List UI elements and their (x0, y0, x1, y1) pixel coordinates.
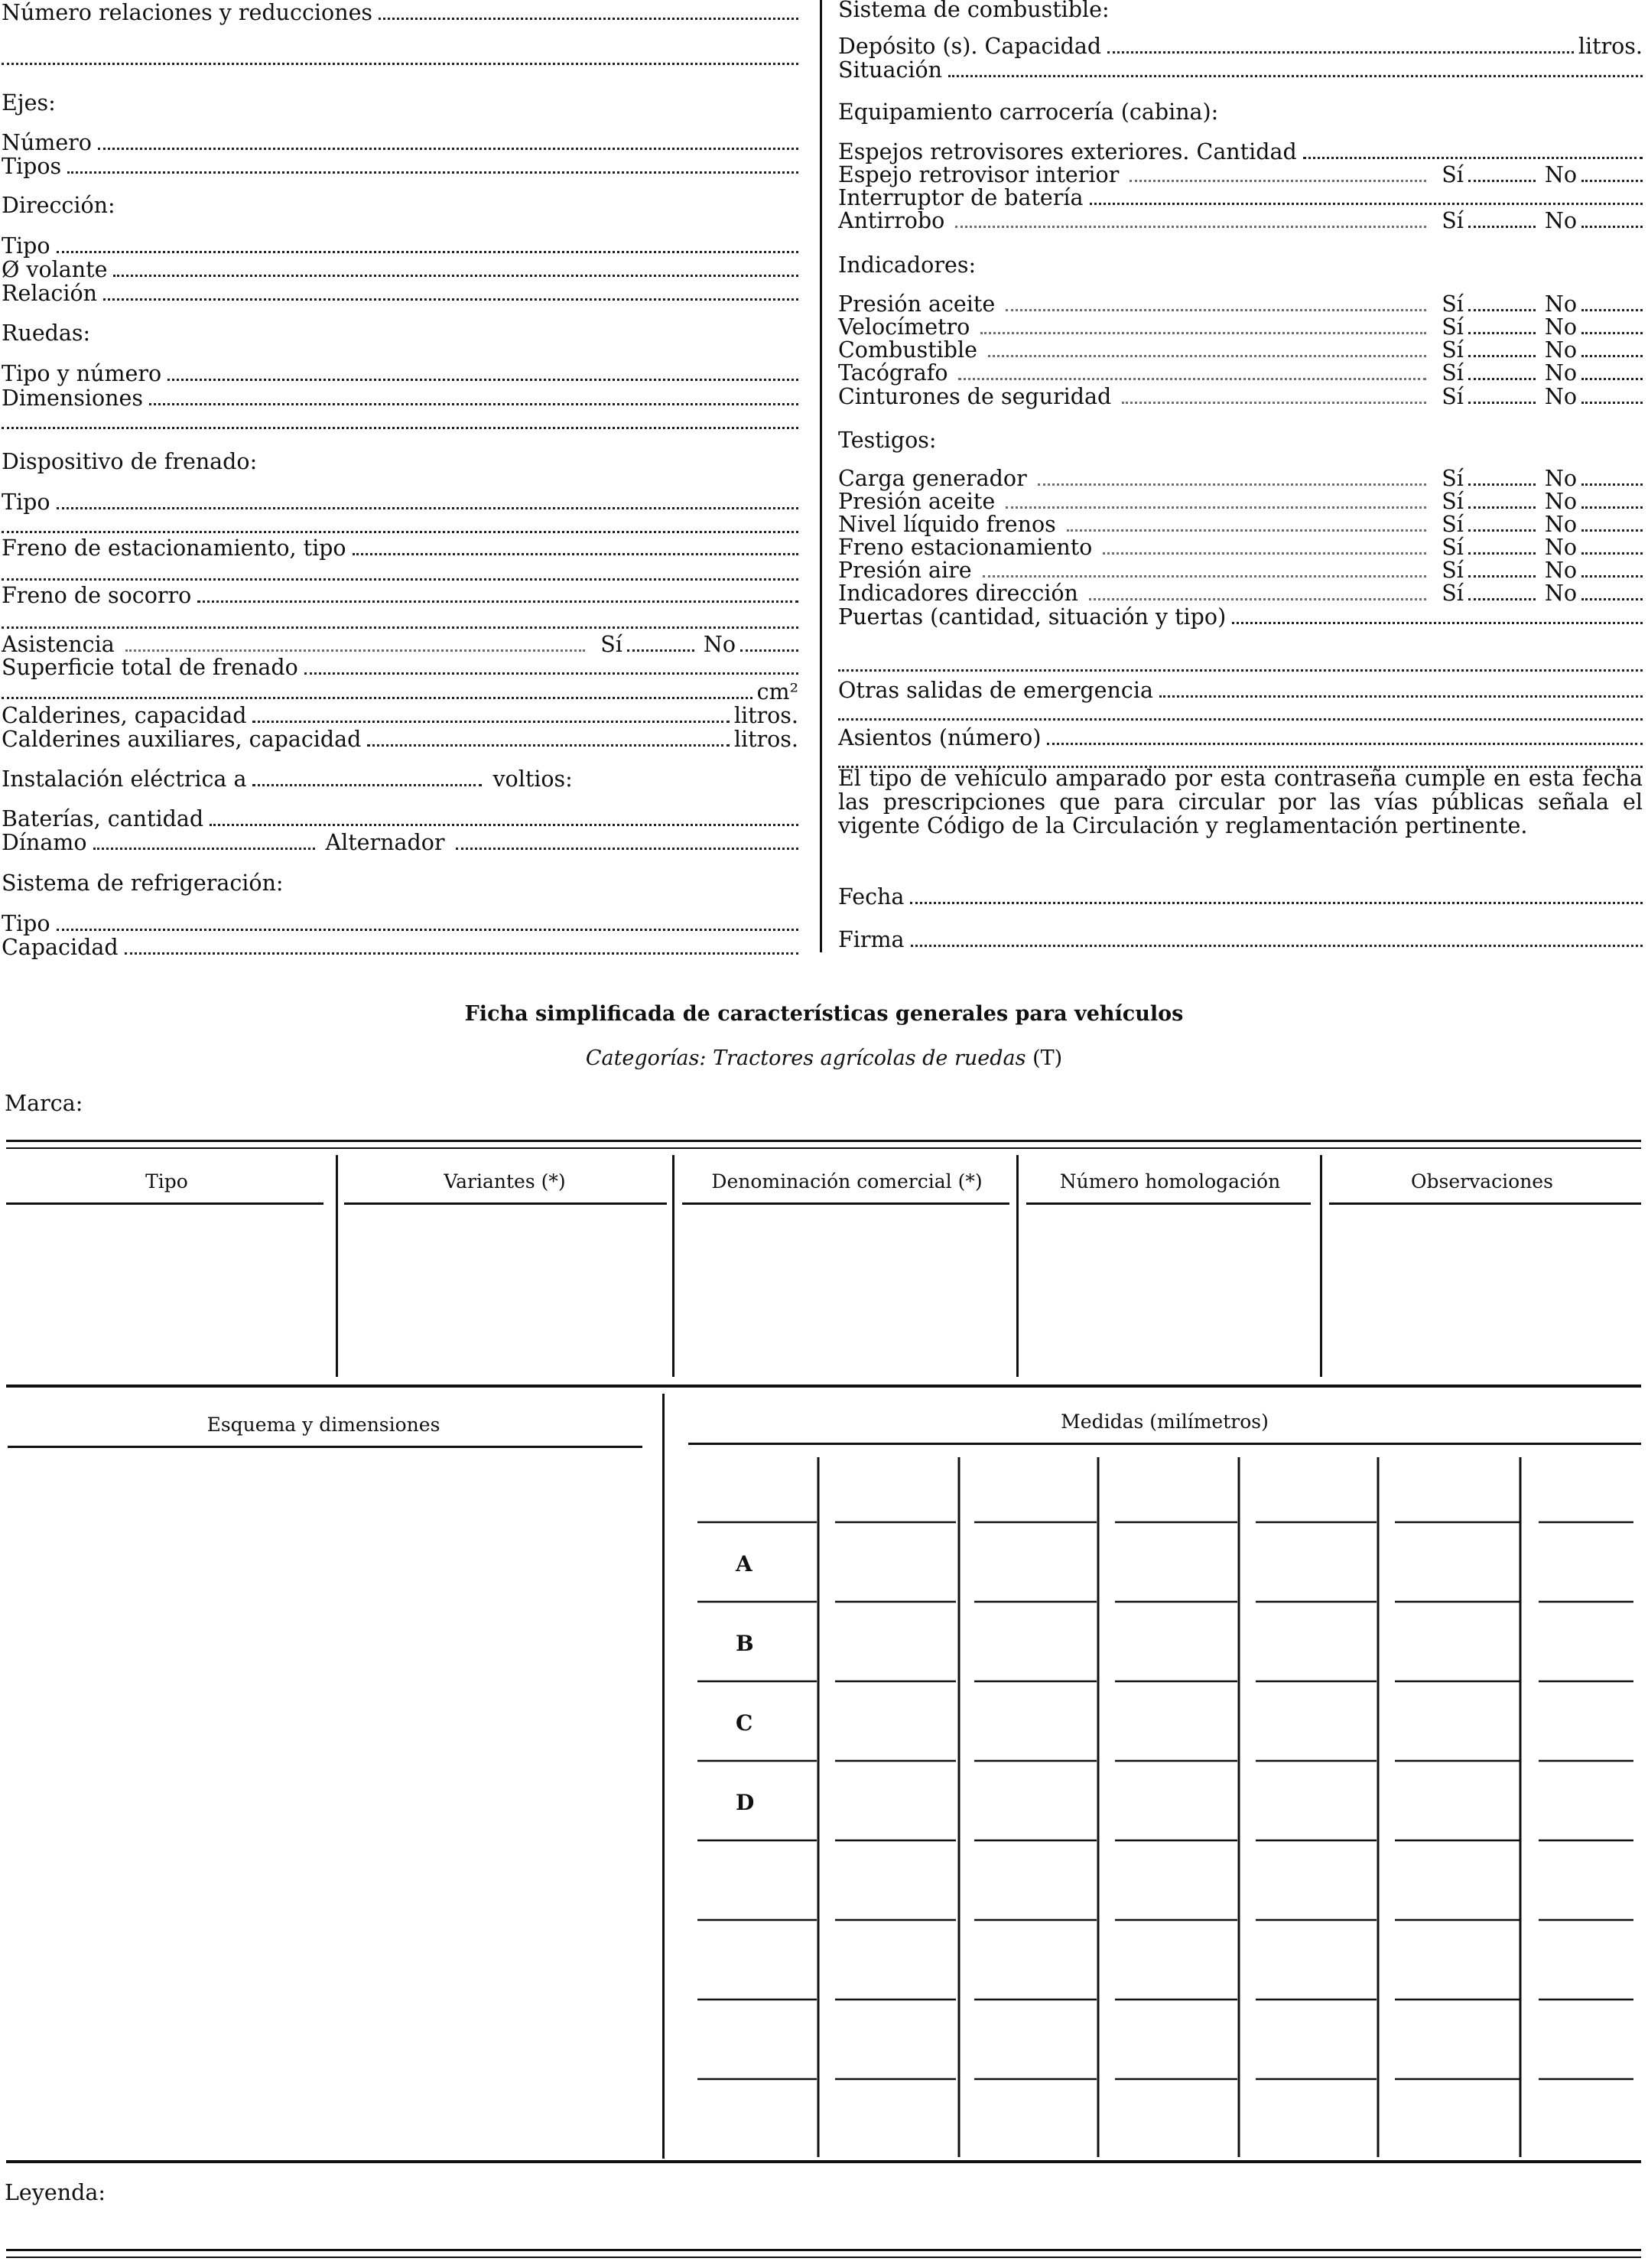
yes-label: Sí (1442, 489, 1464, 514)
measures-header: Medidas (milímetros) (1061, 1411, 1269, 1433)
field-label: Combustible (838, 337, 978, 363)
subtitle-code: (T) (1032, 1046, 1063, 1070)
yes-label: Sí (1442, 360, 1464, 386)
field-label: Ø volante (2, 257, 108, 282)
field-label: Velocímetro (838, 314, 970, 340)
conformity-statement: El tipo de vehículo amparado por esta contraseña cumple en esta fecha las prescripciones que para circular por las vías públicas señala el vigente Código de la Circulación y reglamentación pertinente. (838, 766, 1643, 838)
field-label: Firma (838, 927, 905, 952)
page-bottom-rule (6, 2249, 1641, 2251)
yes-label: Sí (1442, 162, 1464, 187)
yes-label: Sí (600, 632, 622, 657)
fuel-heading: Sistema de combustible: (838, 0, 1110, 22)
indicators-heading: Indicadores: (838, 252, 977, 278)
yes-label: Sí (1442, 535, 1464, 560)
measure-row-label-b: B (736, 1631, 754, 1656)
no-label: No (1544, 162, 1577, 187)
no-label: No (1544, 558, 1577, 583)
field-label: Baterías, cantidad (2, 806, 204, 831)
field-label: Dimensiones (2, 386, 143, 411)
field-label: Dínamo (2, 830, 87, 855)
field-label: Asientos (número) (838, 725, 1042, 750)
page-bottom-rule-2 (6, 2257, 1641, 2258)
field-label: Espejo retrovisor interior (838, 162, 1120, 187)
no-label: No (1544, 581, 1577, 606)
field-label: Fecha (838, 884, 905, 909)
unit-label: cm² (756, 679, 798, 704)
field-label: Situación (838, 57, 943, 83)
field-label: Calderines, capacidad (2, 703, 247, 728)
col-header-homologacion: Número homologación (1059, 1170, 1281, 1193)
scheme-header: Esquema y dimensiones (206, 1414, 440, 1436)
field-label: Tipo y número (2, 361, 162, 386)
field-label: Cinturones de seguridad (838, 384, 1112, 409)
yes-label: Sí (1442, 384, 1464, 409)
section-heading: Ejes: (2, 90, 56, 116)
field-label: Carga generador (838, 466, 1027, 491)
field-label: Tipo (2, 490, 50, 515)
yes-label: Sí (1442, 208, 1464, 233)
yes-label: Sí (1442, 337, 1464, 363)
field-label: Otras salidas de emergencia (838, 678, 1153, 703)
measure-row-label-c: C (736, 1710, 753, 1736)
no-label: No (1544, 535, 1577, 560)
field-label: Antirrobo (838, 208, 945, 233)
unit-label: litros. (733, 727, 798, 752)
field-label: Presión aceite (838, 291, 996, 317)
field-label: Indicadores dirección (838, 581, 1078, 606)
field-label: Superficie total de frenado (2, 655, 298, 680)
no-label: No (1544, 384, 1577, 409)
field-label: Tipo (2, 911, 50, 936)
field-label: Freno de estacionamiento, tipo (2, 535, 346, 561)
field-label: Instalación eléctrica a (2, 766, 247, 792)
no-label: No (1544, 337, 1577, 363)
field-label: Capacidad (2, 935, 119, 960)
sheet-title: Ficha simplificada de características generales para vehículos (464, 1002, 1184, 1026)
col-header-observaciones: Observaciones (1411, 1170, 1553, 1193)
field-label: Tipos (2, 154, 62, 179)
col-header-variantes: Variantes (*) (444, 1170, 566, 1193)
section-heading: Dirección: (2, 193, 115, 218)
yes-label: Sí (1442, 512, 1464, 537)
unit-label: litros. (1578, 34, 1643, 59)
measures-bottom-rule (6, 2160, 1641, 2163)
no-label: No (1544, 208, 1577, 233)
unit-label: litros. (733, 703, 798, 728)
no-label: No (1544, 466, 1577, 491)
no-label: No (1544, 489, 1577, 514)
field-label: Puertas (cantidad, situación y tipo) (838, 604, 1227, 630)
field-label: Nivel líquido frenos (838, 512, 1056, 537)
field-label: Presión aire (838, 558, 972, 583)
field-label: Freno de socorro (2, 583, 192, 608)
field-label: Interruptor de batería (838, 185, 1084, 210)
yes-label: Sí (1442, 291, 1464, 317)
field-label: Presión aceite (838, 489, 996, 514)
field-label: Freno estacionamiento (838, 535, 1093, 560)
field-label: Número (2, 130, 92, 155)
field-label: Tacógrafo (838, 360, 948, 386)
yes-label: Sí (1442, 558, 1464, 583)
section-heading: Dispositivo de frenado: (2, 449, 258, 474)
measure-row-label-a: A (736, 1551, 752, 1577)
brand-label: Marca: (5, 1091, 83, 1116)
field-label: Alternador (325, 830, 445, 855)
field-label: Relación (2, 281, 98, 306)
field-label: Calderines auxiliares, capacidad (2, 727, 362, 752)
col-header-tipo: Tipo (145, 1170, 188, 1193)
section-heading: Sistema de refrigeración: (2, 870, 284, 896)
no-label: No (1544, 512, 1577, 537)
field-label: Asistencia (2, 632, 115, 657)
measure-row-label-d: D (736, 1790, 755, 1815)
col-header-denominacion: Denominación comercial (*) (711, 1170, 983, 1193)
yes-label: Sí (1442, 314, 1464, 340)
yes-label: Sí (1442, 466, 1464, 491)
field-label: Número relaciones y reducciones (2, 0, 373, 25)
no-label: No (1544, 314, 1577, 340)
field-label: Depósito (s). Capacidad (838, 34, 1102, 59)
yes-label: Sí (1442, 581, 1464, 606)
field-label: Espejos retrovisores exteriores. Cantidad (838, 139, 1297, 164)
field-label: Tipo (2, 233, 50, 259)
subtitle-category: Categorías: Tractores agrícolas de ruedas (585, 1046, 1026, 1070)
legend-label: Leyenda: (5, 2180, 106, 2205)
no-label: No (703, 632, 736, 657)
body-heading: Equipamiento carrocería (cabina): (838, 99, 1219, 125)
no-label: No (1544, 360, 1577, 386)
warnings-heading: Testigos: (838, 428, 937, 453)
unit-label: voltios: (492, 766, 573, 792)
no-label: No (1544, 291, 1577, 317)
section-heading: Ruedas: (2, 321, 91, 346)
